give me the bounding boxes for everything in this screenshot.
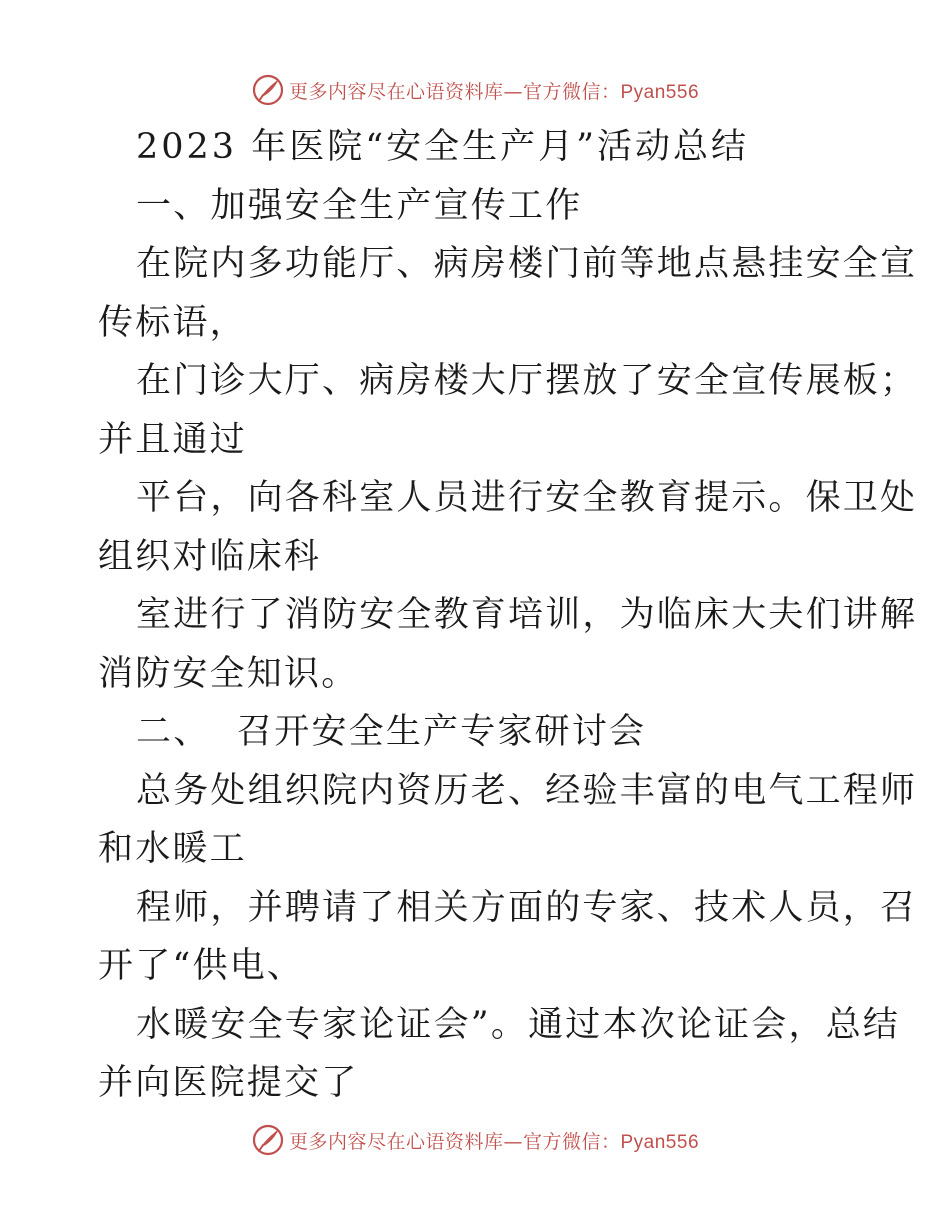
watermark-banner-top — [0, 70, 950, 110]
paragraph-line: 程师，并聘请了相关方面的专家、技术人员，召 — [136, 887, 918, 928]
document-title: 2023 年医院“安全生产月”活动总结 — [136, 127, 749, 167]
paragraph-line: 传标语， — [98, 302, 247, 343]
section-heading-2: 二、 召开安全生产专家研讨会 — [136, 712, 647, 752]
document-body — [98, 118, 918, 1113]
paragraph-line: 并且通过 — [98, 419, 247, 460]
paragraph-line: 消防安全知识。 — [98, 653, 359, 694]
feather-seal-icon — [251, 73, 285, 107]
paragraph-line: 并向医院提交了 — [98, 1063, 359, 1103]
paragraph-line: 室进行了消防安全教育培训，为临床大夫们讲解 — [136, 595, 918, 635]
paragraph-line: 总务处组织院内资历老、经验丰富的电气工程师 — [136, 770, 918, 811]
paragraph-line: 在院内多功能厅、病房楼门前等地点悬挂安全宣 — [136, 244, 918, 284]
section-heading-1: 一、加强安全生产宣传工作 — [136, 185, 583, 226]
watermark-text: 更多内容尽在心语资料库—官方微信：Pyan556 — [288, 80, 700, 103]
watermark-text: 更多内容尽在心语资料库—官方微信：Pyan556 — [288, 1130, 700, 1153]
paragraph-line: 和水暖工 — [98, 829, 247, 869]
feather-seal-icon — [251, 1123, 285, 1157]
watermark-banner-bottom — [0, 1120, 950, 1160]
paragraph-line: 开了“供电、 — [98, 946, 305, 986]
paragraph-line: 在门诊大厅、病房楼大厅摆放了安全宣传展板； — [136, 361, 918, 401]
paragraph-line: 水暖安全专家论证会”。通过本次论证会，总结 — [136, 1004, 901, 1045]
paragraph-line: 组织对临床科 — [98, 536, 322, 577]
paragraph-line: 平台，向各科室人员进行安全教育提示。保卫处 — [136, 478, 918, 518]
